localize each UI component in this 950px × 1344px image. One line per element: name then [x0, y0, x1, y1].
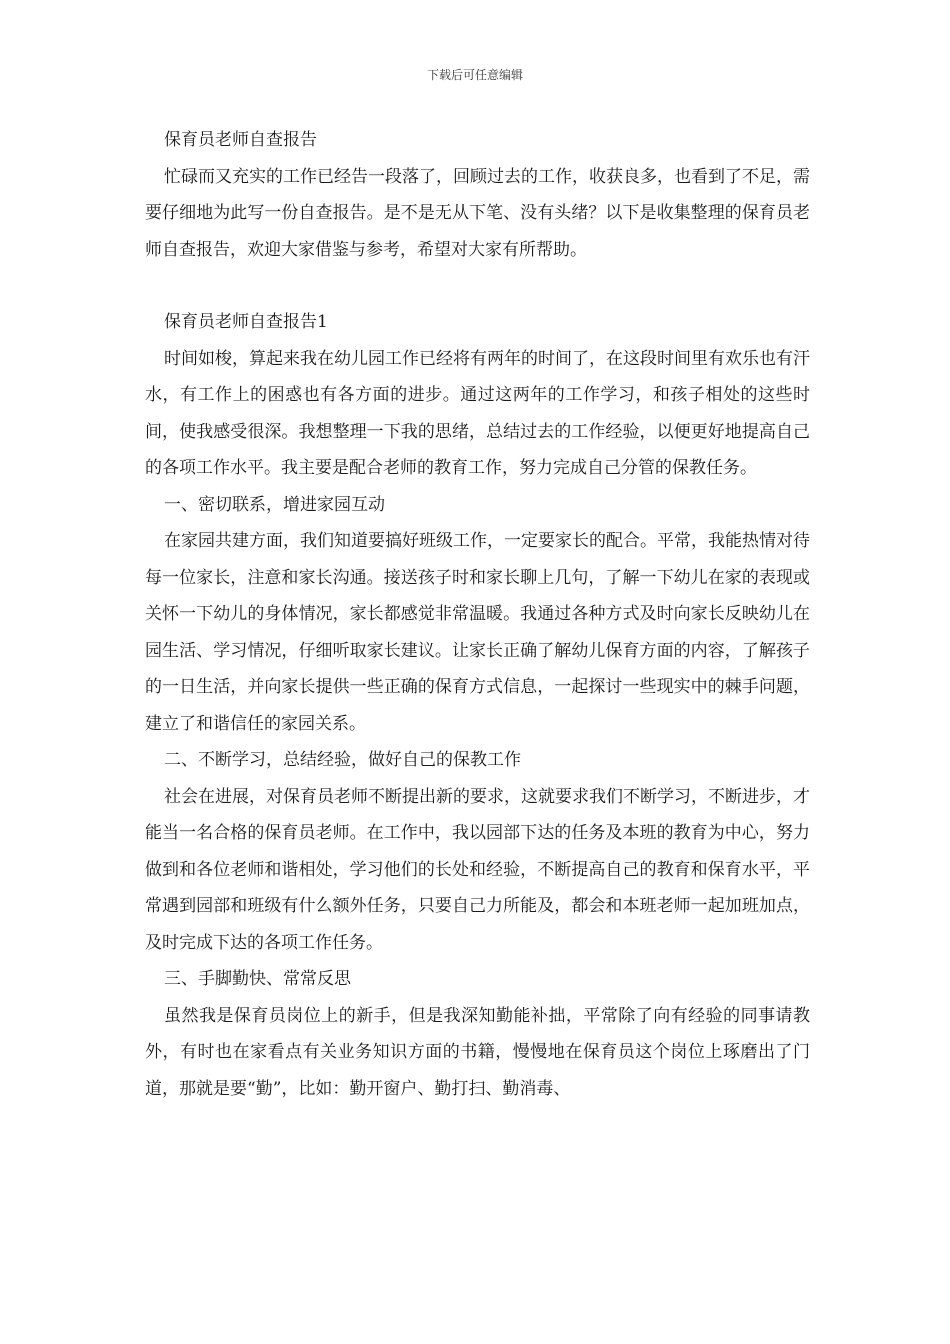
header-note: 下载后可任意编辑 — [426, 68, 523, 82]
intro-paragraph: 忙碌而又充实的工作已经告一段落了，回顾过去的工作，收获良多，也看到了不足，需要仔细地为此写一份自查报告。是不是无从下笔、没有头绪？以下是收集整理的保育员老师自查报告，欢迎大家借鉴与参考，希望对大家有所帮助。 — [145, 166, 810, 260]
report1-paragraph: 时间如梭，算起来我在幼儿园工作已经将有两年的时间了，在这段时间里有欢乐也有汗水，有工作上的困惑也有各方面的进步。通过这两年的工作学习，和孩子相处的这些时间，使我感受很深。我想整理一下我的思绪，总结过去的工作经验，以便更好地提高自己的各项工作水平。我主要是配合老师的教育工作，努力完成自己分管的保教任务。 — [145, 348, 810, 478]
section1-heading: 一、密切联系，增进家园互动 — [164, 494, 385, 515]
document-title: 保育员老师自查报告 — [164, 130, 317, 150]
section3-heading: 三、手脚勤快、常常反思 — [164, 969, 351, 989]
section2-heading: 二、不断学习，总结经验，做好自己的保教工作 — [164, 750, 521, 770]
report1-title: 保育员老师自查报告1 — [164, 312, 328, 332]
section2-paragraph: 社会在进展，对保育员老师不断提出新的要求，这就要求我们不断学习，不断进步，才能当一名合格的保育员老师。在工作中，我以园部下达的任务及本班的教育为中心，努力做到和各位老师和谐相处，学习他们的长处和经验，不断提高自己的教育和保育水平，平常遇到园部和班级有什么额外任务，只要自己力所能及，都会和本班老师一起加班加点，及时完成下达的各项工作任务。 — [145, 786, 810, 953]
section3-paragraph: 虽然我是保育员岗位上的新手，但是我深知勤能补拙，平常除了向有经验的同事请教外，有时也在家看点有关业务知识方面的书籍，慢慢地在保育员这个岗位上琢磨出了门道，那就是要“勤”，比如：勤开窗户、勤打扫、勤消毒、 — [145, 1005, 810, 1099]
document-body — [145, 122, 810, 1107]
paragraph-gap — [145, 268, 810, 304]
section1-paragraph: 在家园共建方面，我们知道要搞好班级工作，一定要家长的配合。平常，我能热情对待每一位家长，注意和家长沟通。接送孩子时和家长聊上几句，了解一下幼儿在家的表现或关怀一下幼儿的身体情况，家长都感觉非常温暖。我通过各种方式及时向家长反映幼儿在园生活、学习情况，仔细听取家长建议。让家长正确了解幼儿保育方面的内容，了解孩子的一日生活，并向家长提供一些正确的保育方式信息，一起探讨一些现实中的棘手问题，建立了和谐信任的家园关系。 — [145, 531, 810, 734]
